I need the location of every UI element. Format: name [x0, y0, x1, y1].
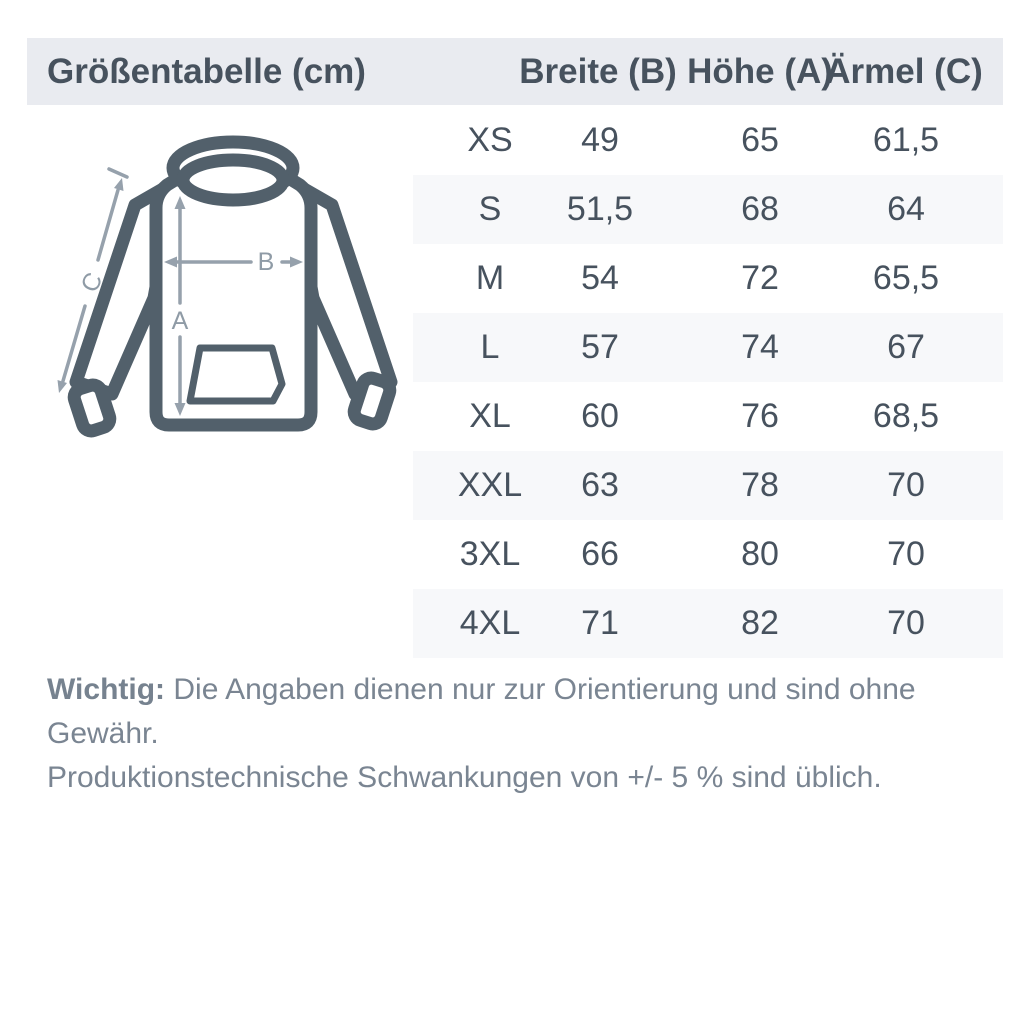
label-a: A — [171, 307, 189, 335]
table-row-xxl — [413, 451, 1003, 520]
sleeve-arrowhead-up — [114, 178, 124, 191]
table-row-xl — [413, 382, 1003, 451]
table-row-l — [413, 313, 1003, 382]
size-table-body — [413, 106, 1003, 658]
cell-aermel: 61,5 — [872, 121, 940, 159]
disclaimer-note — [47, 668, 977, 800]
cell-size: S — [478, 190, 502, 228]
cell-aermel: 70 — [887, 604, 925, 642]
cell-hoehe: 80 — [741, 535, 779, 573]
cell-breite: 63 — [581, 466, 619, 504]
cell-size: 4XL — [459, 604, 521, 642]
cell-hoehe: 65 — [741, 121, 779, 159]
cell-aermel: 70 — [887, 535, 925, 573]
cell-breite: 51,5 — [566, 190, 634, 228]
table-row-s — [413, 175, 1003, 244]
cell-aermel: 64 — [887, 190, 925, 228]
note-line-1 — [47, 668, 977, 756]
cell-breite: 66 — [581, 535, 619, 573]
cell-size: XS — [467, 121, 513, 159]
hoodie-measurement-diagram — [40, 120, 410, 450]
cell-hoehe: 72 — [741, 259, 779, 297]
note-line-2: Produktionstechnische Schwankungen von +/- 5 % sind üblich. — [47, 761, 882, 794]
cell-aermel: 70 — [887, 466, 925, 504]
column-header-hoehe: Höhe (A) — [687, 52, 833, 91]
page-title: Größentabelle (cm) — [47, 52, 366, 91]
label-c: C — [75, 267, 109, 298]
cell-hoehe: 78 — [741, 466, 779, 504]
cell-aermel: 65,5 — [872, 259, 940, 297]
cell-breite: 49 — [581, 121, 619, 159]
kangaroo-pocket — [190, 348, 282, 401]
cell-size: XL — [469, 397, 511, 435]
column-header-aermel: Ärmel (C) — [825, 52, 983, 91]
label-b: B — [257, 248, 275, 276]
cell-hoehe: 74 — [741, 328, 779, 366]
cell-size: L — [480, 328, 500, 366]
cell-aermel: 67 — [887, 328, 925, 366]
table-row-3xl — [413, 520, 1003, 589]
cell-breite: 71 — [581, 604, 619, 642]
right-cuff — [352, 376, 392, 426]
hood-collar-ring — [183, 160, 283, 200]
cell-size: XXL — [457, 466, 523, 504]
cell-aermel: 68,5 — [872, 397, 940, 435]
cell-breite: 60 — [581, 397, 619, 435]
cell-breite: 54 — [581, 259, 619, 297]
table-header — [27, 38, 1003, 105]
note-important-label: Wichtig: — [47, 673, 166, 706]
shoulder-tick — [109, 169, 127, 177]
cell-breite: 57 — [581, 328, 619, 366]
cell-size: M — [475, 259, 505, 297]
sleeve-arrowhead-down — [58, 380, 68, 393]
note-line-1-text: Die Angaben dienen nur zur Orientierung und sind ohne Gewähr. — [47, 673, 916, 750]
column-header-breite: Breite (B) — [519, 52, 677, 91]
table-row-4xl — [413, 589, 1003, 658]
cell-hoehe: 68 — [741, 190, 779, 228]
cell-hoehe: 76 — [741, 397, 779, 435]
cell-hoehe: 82 — [741, 604, 779, 642]
cell-size: 3XL — [459, 535, 521, 573]
table-row-xs — [413, 106, 1003, 175]
left-cuff — [72, 383, 112, 433]
table-row-m — [413, 244, 1003, 313]
